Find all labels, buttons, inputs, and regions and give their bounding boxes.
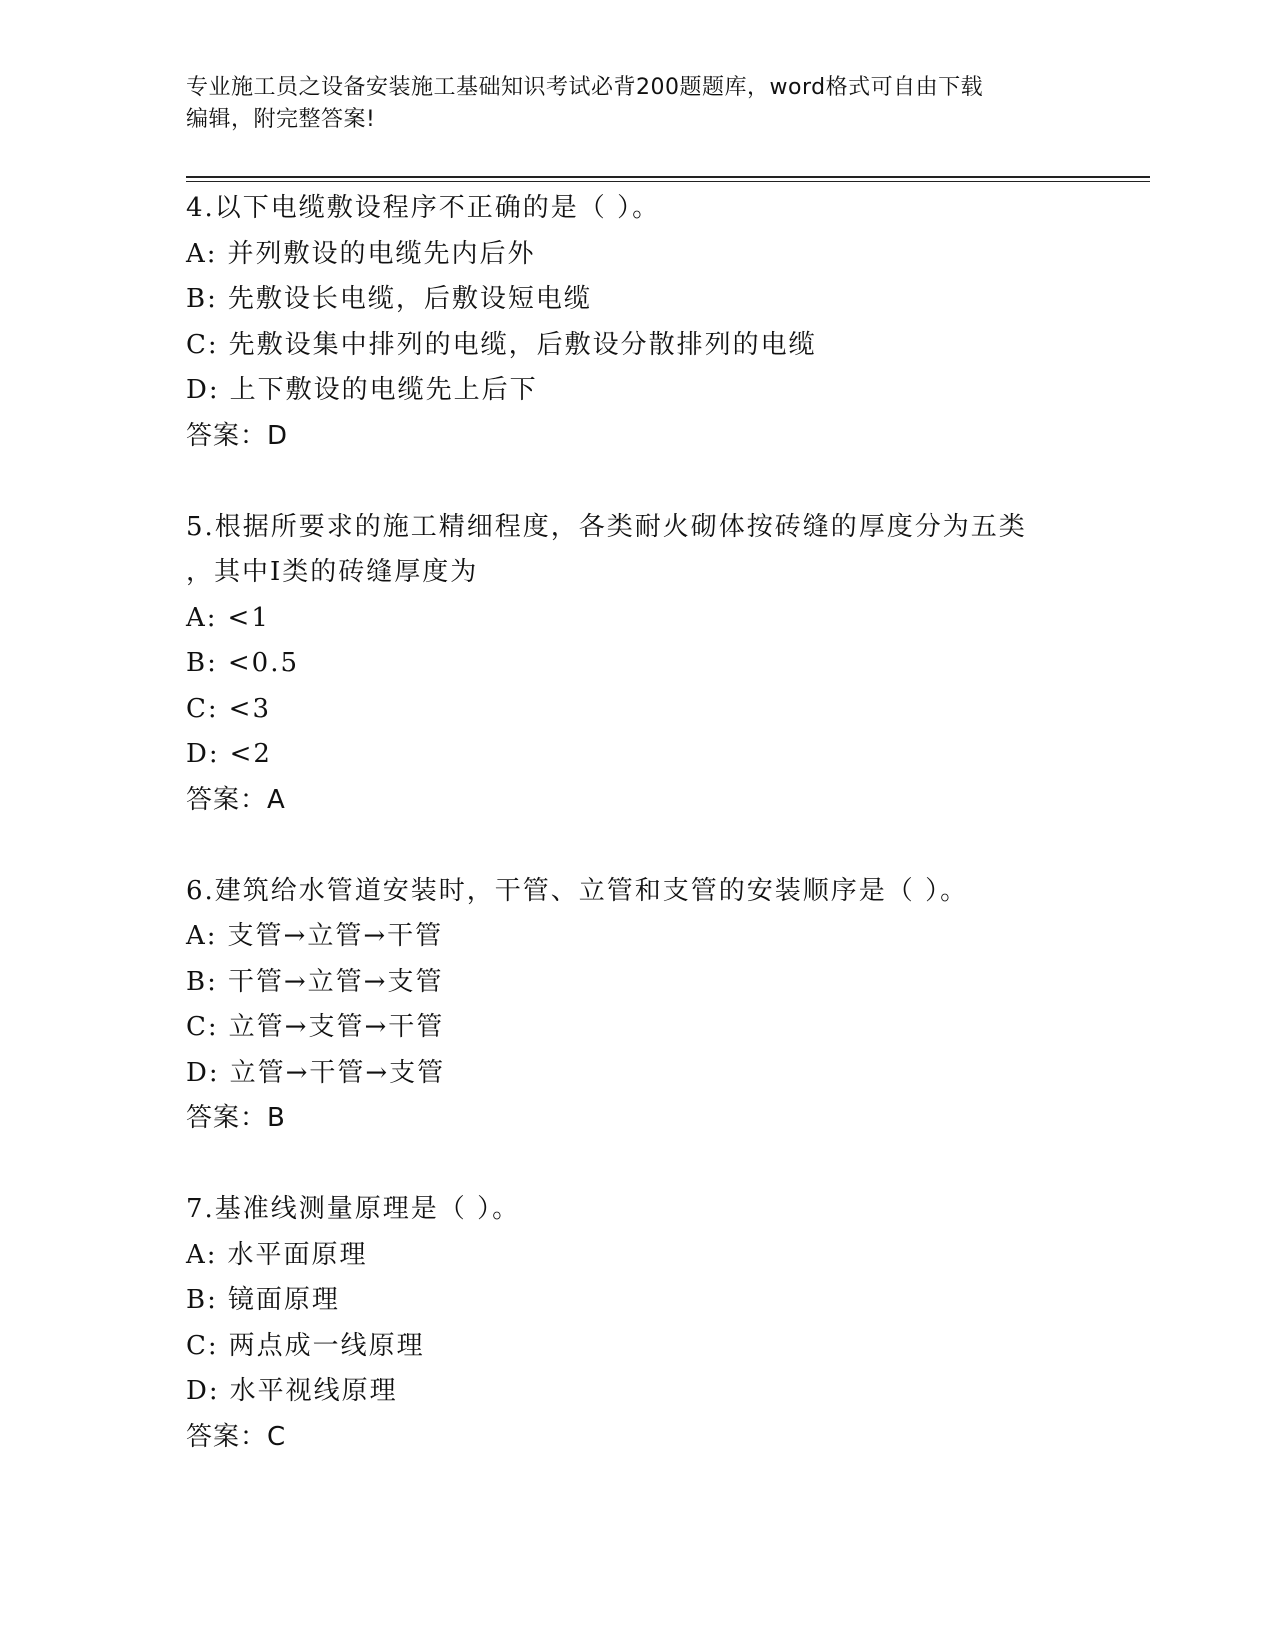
option-text: <3 [228,693,271,724]
option-text: 立管→干管→支管 [229,1057,446,1088]
option-letter: A: [186,1239,218,1270]
answer-label: 答案：B [186,1103,286,1133]
question-item [186,869,1146,1142]
option-text: 水平视线原理 [229,1376,398,1406]
option-letter: D: [186,1057,220,1088]
option-letter: B: [186,648,218,678]
option-a [186,914,1146,960]
option-text: 两点成一线原理 [228,1330,425,1361]
option-text: 上下敷设的电缆先上后下 [229,375,538,405]
option-letter: B: [186,966,218,997]
option-text: 先敷设长电缆，后敷设短电缆 [227,284,592,314]
question-item [186,186,1146,459]
answer-label: 答案：A [186,784,286,815]
answer-label: 答案：C [186,1421,287,1452]
document-header [186,72,1086,136]
option-letter: D: [186,1376,220,1406]
option-b [186,641,1146,687]
option-letter: C: [186,693,219,724]
option-d [186,732,1146,778]
option-letter: B: [186,284,218,314]
header-line: 编辑，附完整答案! [186,107,376,132]
option-a [186,232,1146,278]
option-c [186,687,1146,733]
question-item [186,1187,1146,1460]
option-d [186,1051,1146,1097]
option-letter: C: [186,329,219,360]
option-text: <2 [229,739,272,769]
option-c [186,323,1146,369]
question-stem: 6.建筑给水管道安装时，干管、立管和支管的安装顺序是（ ）。 [186,875,969,906]
option-letter: A: [186,921,218,951]
option-a [186,596,1146,642]
header-divider-thin [186,181,1150,182]
option-letter: C: [186,1012,219,1042]
option-text: 先敷设集中排列的电缆，后敷设分散排列的电缆 [228,329,817,360]
header-divider [186,176,1150,178]
option-text: 立管→支管→干管 [228,1012,445,1042]
option-text: 水平面原理 [227,1239,368,1270]
option-b [186,277,1146,323]
option-c [186,1005,1146,1051]
question-item [186,505,1146,824]
option-letter: D: [186,375,220,405]
option-b [186,960,1146,1006]
question-list [186,186,1146,1506]
answer-label: 答案：D [186,420,289,451]
option-text: 干管→立管→支管 [227,966,444,997]
question-stem: 5.根据所要求的施工精细程度，各类耐火砌体按砖缝的厚度分为五类 [186,511,1027,542]
question-stem: 4.以下电缆敷设程序不正确的是（ ）。 [186,193,661,223]
option-text: <0.5 [227,648,300,678]
option-d [186,1369,1146,1415]
option-letter: A: [186,602,218,633]
option-letter: D: [186,739,220,769]
question-stem: 7.基准线测量原理是（ ）。 [186,1194,521,1224]
option-b [186,1278,1146,1324]
option-letter: A: [186,238,218,269]
question-stem-continued: ，其中Ⅰ类的砖缝厚度为 [186,557,479,587]
option-text: 支管→立管→干管 [227,921,444,951]
option-text: <1 [227,602,270,633]
option-letter: C: [186,1330,219,1361]
header-line: 专业施工员之设备安装施工基础知识考试必背200题题库，word格式可自由下载 [186,75,984,100]
option-c [186,1324,1146,1370]
option-a [186,1233,1146,1279]
option-text: 并列敷设的电缆先内后外 [227,238,536,269]
option-d [186,368,1146,414]
option-text: 镜面原理 [227,1285,340,1315]
option-letter: B: [186,1285,218,1315]
